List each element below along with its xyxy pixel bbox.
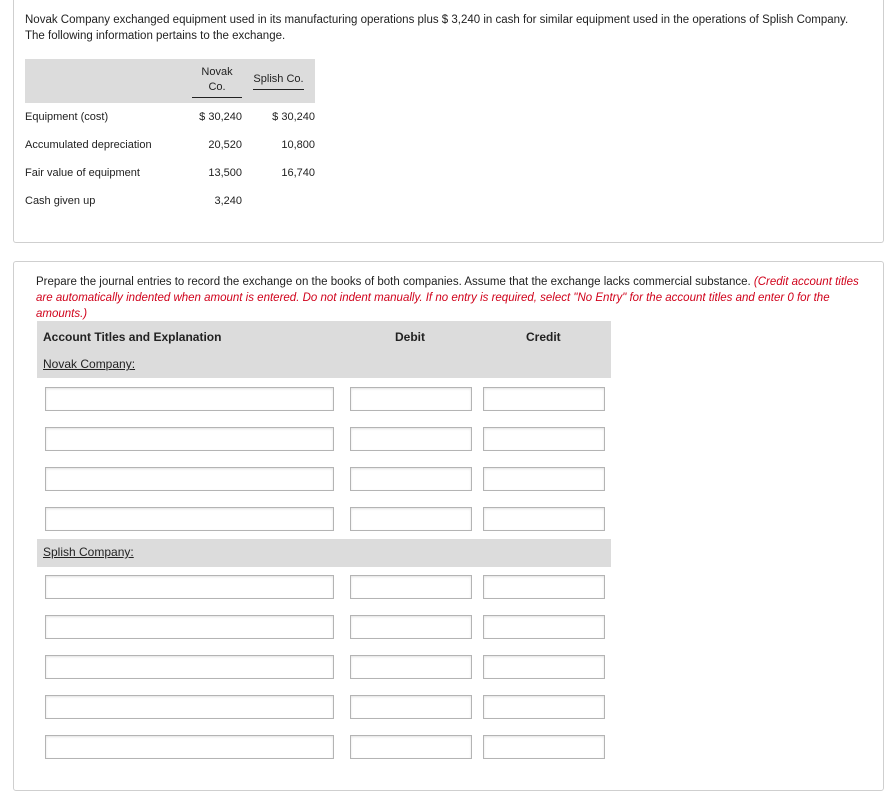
credit-input[interactable] [483, 575, 605, 599]
account-title-input[interactable] [45, 695, 334, 719]
info-header-blank [25, 59, 192, 103]
debit-input[interactable] [350, 735, 472, 759]
account-title-input[interactable] [45, 427, 334, 451]
debit-input[interactable] [350, 467, 472, 491]
instructions-main: Prepare the journal entries to record the exchange on the books of both companies. Assume that the exchange lacks commercial substance. [36, 276, 751, 288]
col-account-header: Account Titles and Explanation [43, 330, 222, 344]
info-row [25, 131, 315, 159]
novak-company-label: Novak Company: [43, 357, 136, 371]
journal-row-novak-2 [45, 427, 605, 451]
info-splish-value: 10,800 [281, 139, 315, 151]
splish-company-label: Splish Company: [43, 545, 134, 559]
journal-row-splish-4 [45, 695, 605, 719]
debit-input[interactable] [350, 615, 472, 639]
problem-intro: Novak Company exchanged equipment used in its manufacturing operations plus $ 3,240 in cash for similar equipment used in the operations of Splish Company. The following information pertains to the exchange. [25, 14, 849, 42]
account-title-input[interactable] [45, 615, 334, 639]
debit-input[interactable] [350, 575, 472, 599]
account-title-input[interactable] [45, 735, 334, 759]
credit-input[interactable] [483, 655, 605, 679]
journal-row-novak-4 [45, 507, 605, 531]
col-debit-header: Debit [395, 330, 425, 344]
credit-input[interactable] [483, 467, 605, 491]
debit-input[interactable] [350, 427, 472, 451]
credit-input[interactable] [483, 387, 605, 411]
info-header-splish: Splish Co. [242, 59, 315, 103]
info-splish-value: $ 30,240 [272, 111, 315, 123]
credit-input[interactable] [483, 615, 605, 639]
account-title-input[interactable] [45, 467, 334, 491]
col-credit-header: Credit [526, 330, 561, 344]
account-title-input[interactable] [45, 387, 334, 411]
info-row-label: Fair value of equipment [25, 167, 140, 179]
debit-input[interactable] [350, 695, 472, 719]
info-row [25, 159, 315, 187]
instructions [36, 274, 876, 322]
journal-row-novak-1 [45, 387, 605, 411]
info-table [25, 59, 315, 215]
journal-row-novak-3 [45, 467, 605, 491]
journal-row-splish-3 [45, 655, 605, 679]
debit-input[interactable] [350, 655, 472, 679]
credit-input[interactable] [483, 507, 605, 531]
debit-input[interactable] [350, 507, 472, 531]
info-splish-value [242, 187, 315, 215]
info-novak-value: 20,520 [208, 139, 242, 151]
journal-row-splish-5 [45, 735, 605, 759]
account-title-input[interactable] [45, 575, 334, 599]
info-novak-value: $ 30,240 [199, 111, 242, 123]
credit-input[interactable] [483, 695, 605, 719]
info-row [25, 187, 315, 215]
account-title-input[interactable] [45, 507, 334, 531]
info-row-label: Accumulated depreciation [25, 139, 152, 151]
info-row [25, 103, 315, 131]
info-row-label: Equipment (cost) [25, 111, 109, 123]
info-splish-value: 16,740 [281, 167, 315, 179]
credit-input[interactable] [483, 427, 605, 451]
info-header-novak: Novak Co. [192, 59, 242, 103]
credit-input[interactable] [483, 735, 605, 759]
account-title-input[interactable] [45, 655, 334, 679]
debit-input[interactable] [350, 387, 472, 411]
instructions-note: (Credit account titles are automatically indented when amount is entered. Do not indent manually. If no entry is required, select "No Entry" for the account titles and enter 0 for the amounts.) [36, 276, 859, 320]
info-row-label: Cash given up [25, 195, 96, 207]
journal-row-splish-2 [45, 615, 605, 639]
info-novak-value: 3,240 [214, 195, 242, 207]
journal-row-splish-1 [45, 575, 605, 599]
info-novak-value: 13,500 [208, 167, 242, 179]
